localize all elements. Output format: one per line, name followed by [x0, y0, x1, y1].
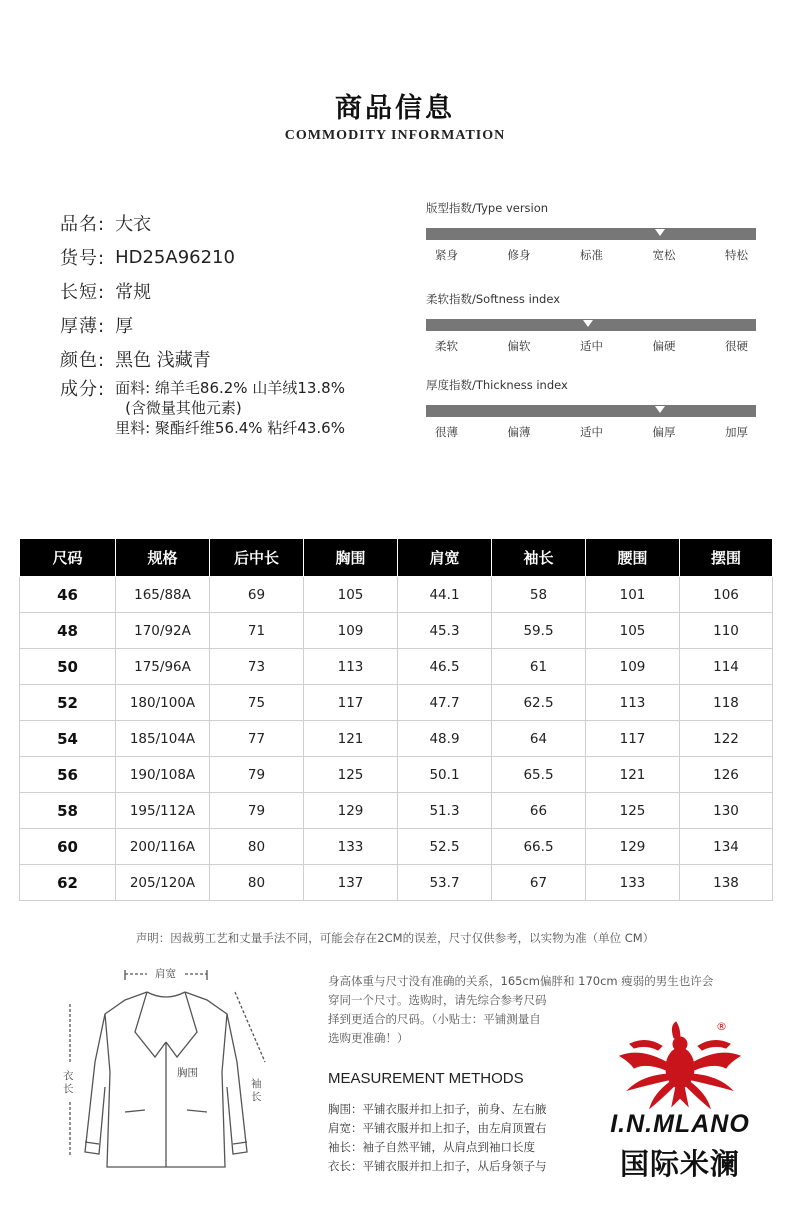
table-cell: 122	[680, 721, 773, 757]
table-cell: 51.3	[398, 793, 492, 829]
table-header-cell: 规格	[116, 539, 210, 577]
product-name-row	[60, 206, 420, 240]
table-cell: 80	[210, 865, 304, 901]
disclaimer: 声明：因裁剪工艺和丈量手法不同，可能会存在2CM的误差，尺寸仅供参考，以实物为准（单位 CM）	[135, 931, 655, 945]
product-color-row	[60, 342, 420, 376]
coat-outline-icon	[55, 962, 280, 1177]
table-cell: 47.7	[398, 685, 492, 721]
table-cell: 62	[20, 865, 116, 901]
table-header-cell: 摆围	[680, 539, 773, 577]
table-cell: 129	[304, 793, 398, 829]
table-cell: 126	[680, 757, 773, 793]
product-name-value: 大衣	[115, 214, 152, 235]
table-cell: 125	[586, 793, 680, 829]
scorpion-logo-icon	[590, 1018, 770, 1113]
index-thickness	[426, 377, 756, 440]
chest-label: 胸围	[177, 1067, 198, 1079]
table-cell: 59.5	[492, 613, 586, 649]
table-cell: 205/120A	[116, 865, 210, 901]
table-row	[20, 613, 773, 649]
index-softness	[426, 291, 756, 354]
table-cell: 53.7	[398, 865, 492, 901]
table-cell: 79	[210, 793, 304, 829]
table-header-cell: 胸围	[304, 539, 398, 577]
length-label: 衣长	[63, 1070, 74, 1095]
table-cell: 106	[680, 577, 773, 613]
table-cell: 77	[210, 721, 304, 757]
table-cell: 114	[680, 649, 773, 685]
table-cell: 80	[210, 829, 304, 865]
table-cell: 121	[304, 721, 398, 757]
product-info	[60, 206, 420, 438]
table-cell: 170/92A	[116, 613, 210, 649]
index-marker	[655, 406, 665, 413]
table-row	[20, 757, 773, 793]
table-header-cell: 肩宽	[398, 539, 492, 577]
measurement-line: 衣长：平铺衣服并扣上扣子，从后身领子与	[328, 1159, 547, 1173]
table-row	[20, 649, 773, 685]
measurement-line: 肩宽：平铺衣服并扣上扣子，由左肩顶置右	[328, 1121, 547, 1135]
product-color-value: 黑色 浅藏青	[115, 350, 211, 371]
index-label: 柔软	[435, 339, 458, 353]
table-cell: 50.1	[398, 757, 492, 793]
index-bar	[426, 319, 756, 331]
index-label: 适中	[580, 425, 603, 439]
table-cell: 45.3	[398, 613, 492, 649]
table-cell: 46	[20, 577, 116, 613]
measurement-title: MEASUREMENT METHODS	[328, 1070, 524, 1087]
product-thickness-label: 厚薄:	[60, 316, 106, 337]
table-cell: 110	[680, 613, 773, 649]
table-cell: 133	[304, 829, 398, 865]
brand-name: I.N.MLANO	[610, 1110, 750, 1138]
composition-lining: 里料: 聚酯纤维56.4% 粘纤43.6%	[115, 419, 345, 437]
table-cell: 58	[20, 793, 116, 829]
brand-name-cn: 国际米澜	[619, 1147, 740, 1181]
index-label: 偏薄	[507, 425, 531, 439]
index-label: 标准	[580, 248, 603, 262]
table-cell: 133	[586, 865, 680, 901]
table-header-cell: 腰围	[586, 539, 680, 577]
table-cell: 66.5	[492, 829, 586, 865]
table-header-cell: 尺码	[20, 539, 116, 577]
table-cell: 52.5	[398, 829, 492, 865]
index-title: 柔软指数/Softness index	[426, 292, 561, 306]
table-cell: 67	[492, 865, 586, 901]
table-cell: 130	[680, 793, 773, 829]
table-cell: 195/112A	[116, 793, 210, 829]
product-length-value: 常规	[115, 282, 152, 303]
table-cell: 64	[492, 721, 586, 757]
table-cell: 190/108A	[116, 757, 210, 793]
table-cell: 48	[20, 613, 116, 649]
index-label: 特松	[725, 248, 748, 262]
table-cell: 109	[586, 649, 680, 685]
product-code-value: HD25A96210	[115, 246, 235, 268]
table-cell: 69	[210, 577, 304, 613]
page-subtitle: COMMODITY INFORMATION	[284, 128, 506, 143]
table-header-cell: 袖长	[492, 539, 586, 577]
table-cell: 79	[210, 757, 304, 793]
index-marker	[655, 229, 665, 236]
product-thickness-row	[60, 308, 420, 342]
table-cell: 185/104A	[116, 721, 210, 757]
table-cell: 105	[586, 613, 680, 649]
product-code-label: 货号:	[60, 248, 106, 269]
table-cell: 113	[304, 649, 398, 685]
product-thickness-value: 厚	[115, 316, 134, 337]
product-composition	[60, 378, 420, 438]
table-cell: 113	[586, 685, 680, 721]
table-cell: 60	[20, 829, 116, 865]
index-bar	[426, 228, 756, 240]
product-length-row	[60, 274, 420, 308]
table-cell: 58	[492, 577, 586, 613]
index-title: 厚度指数/Thickness index	[426, 378, 568, 392]
tip-line: 择到更适合的尺码。（小贴士：平铺测量自	[328, 1012, 541, 1026]
table-cell: 56	[20, 757, 116, 793]
table-cell: 125	[304, 757, 398, 793]
product-color-label: 颜色:	[60, 350, 106, 371]
index-label: 宽松	[652, 248, 676, 262]
table-row	[20, 721, 773, 757]
table-cell: 117	[586, 721, 680, 757]
table-cell: 62.5	[492, 685, 586, 721]
table-cell: 61	[492, 649, 586, 685]
tip-line: 穿同一个尺寸。选购时，请先综合参考尺码	[328, 993, 547, 1007]
table-row	[20, 793, 773, 829]
table-cell: 200/116A	[116, 829, 210, 865]
index-label: 修身	[507, 248, 531, 262]
index-label: 偏软	[507, 339, 531, 353]
table-cell: 48.9	[398, 721, 492, 757]
table-row	[20, 577, 773, 613]
table-cell: 52	[20, 685, 116, 721]
table-header-row	[20, 539, 773, 577]
index-bar	[426, 405, 756, 417]
size-table	[19, 538, 773, 901]
table-cell: 44.1	[398, 577, 492, 613]
measurement-line: 胸围：平铺衣服并扣上扣子，前身、左右腋	[328, 1102, 547, 1116]
table-cell: 134	[680, 829, 773, 865]
index-type	[426, 200, 756, 263]
index-label: 偏厚	[652, 425, 676, 439]
table-cell: 121	[586, 757, 680, 793]
table-cell: 165/88A	[116, 577, 210, 613]
table-row	[20, 829, 773, 865]
composition-shell: 面料: 绵羊毛86.2% 山羊绒13.8%	[115, 379, 345, 397]
table-cell: 129	[586, 829, 680, 865]
page-title: 商品信息	[335, 93, 455, 124]
index-label: 很硬	[725, 339, 748, 353]
composition-note: (含微量其他元素)	[125, 399, 242, 417]
index-label: 适中	[580, 339, 603, 353]
table-row	[20, 685, 773, 721]
table-cell: 71	[210, 613, 304, 649]
table-cell: 105	[304, 577, 398, 613]
shoulder-label: 肩宽	[155, 968, 176, 980]
index-marker	[583, 320, 593, 327]
table-cell: 75	[210, 685, 304, 721]
index-label: 偏硬	[652, 339, 676, 353]
product-name-label: 品名:	[60, 214, 106, 235]
index-label: 紧身	[435, 248, 458, 262]
table-cell: 138	[680, 865, 773, 901]
table-cell: 54	[20, 721, 116, 757]
product-code-row	[60, 240, 420, 274]
tip-line: 选购更准确！）	[328, 1031, 409, 1045]
garment-diagram	[55, 962, 280, 1177]
table-cell: 66	[492, 793, 586, 829]
table-cell: 73	[210, 649, 304, 685]
index-title: 版型指数/Type version	[426, 201, 549, 215]
table-cell: 137	[304, 865, 398, 901]
table-cell: 118	[680, 685, 773, 721]
measurement-line: 袖长：袖子自然平铺，从肩点到袖口长度	[328, 1140, 535, 1154]
table-cell: 175/96A	[116, 649, 210, 685]
table-cell: 46.5	[398, 649, 492, 685]
index-label: 很薄	[435, 425, 458, 439]
table-row	[20, 865, 773, 901]
measurement-methods	[328, 1100, 560, 1176]
table-cell: 50	[20, 649, 116, 685]
sleeve-label: 袖长	[251, 1078, 262, 1103]
tip-line: 身高体重与尺寸没有准确的关系，165cm偏胖和 170cm 瘦弱的男生也许会	[328, 974, 714, 988]
table-cell: 109	[304, 613, 398, 649]
registered-mark: ®	[716, 1020, 727, 1033]
brand-logo	[590, 1018, 770, 1188]
table-header-cell: 后中长	[210, 539, 304, 577]
product-length-label: 长短:	[60, 282, 106, 303]
table-cell: 117	[304, 685, 398, 721]
index-label: 加厚	[725, 425, 748, 439]
table-cell: 65.5	[492, 757, 586, 793]
table-cell: 101	[586, 577, 680, 613]
table-cell: 180/100A	[116, 685, 210, 721]
product-composition-label: 成分:	[60, 379, 106, 400]
